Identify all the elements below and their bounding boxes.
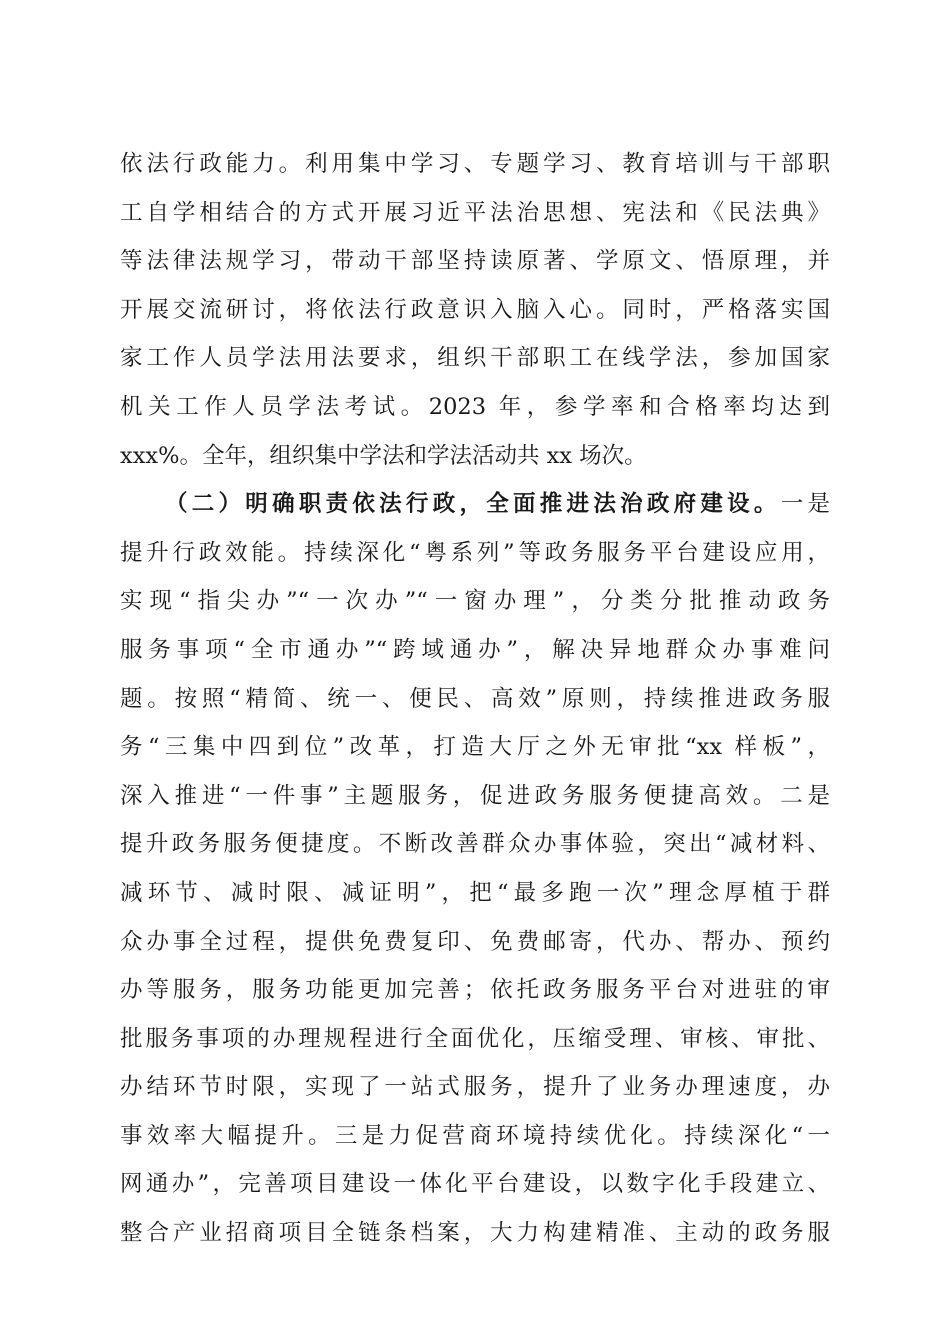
paragraph-line: 整合产业招商项目全链条档案，大力构建精准、主动的政务服 <box>120 1220 830 1247</box>
paragraph-line: xxx%。全年，组织集中学法和学法活动共 xx 场次。 <box>120 442 647 469</box>
paragraph-line: 提升行政效能。持续深化“粤系列”等政务服务平台建设应用， <box>120 539 830 566</box>
paragraph-line: 依法行政能力。利用集中学习、专题学习、教育培训与干部职 <box>120 151 830 177</box>
paragraph-line: 网通办”，完善项目建设一体化平台建设，以数字化手段建立、 <box>120 1171 830 1198</box>
document-body <box>120 140 830 1258</box>
paragraph-line: 事效率大幅提升。三是力促营商环境持续优化。持续深化“一 <box>120 1122 830 1149</box>
paragraph-line: 服务事项“全市通办”“跨域通办”，解决异地群众办事难问 <box>120 636 830 663</box>
paragraph-line: 家工作人员学法用法要求，组织干部职工在线学法，参加国家 <box>120 345 830 372</box>
paragraph-line: 实现“指尖办”“一次办”“一窗办理”，分类分批推动政务 <box>120 588 830 615</box>
paragraph-line: 办结环节时限，实现了一站式服务，提升了业务办理速度，办 <box>120 1074 830 1101</box>
paragraph-line: 提升政务服务便捷度。不断改善群众办事体验，突出“减材料、 <box>120 831 830 858</box>
paragraph-line: 等法律法规学习，带动干部坚持读原著、学原文、悟原理，并 <box>120 248 830 275</box>
paragraph-line: 众办事全过程，提供免费复印、免费邮寄，代办、帮办、预约 <box>120 928 830 955</box>
paragraph-line: 深入推进“一件事”主题服务，促进政务服务便捷高效。二是 <box>120 782 830 809</box>
paragraph-line: 工自学相结合的方式开展习近平法治思想、宪法和《民法典》 <box>120 199 830 226</box>
paragraph-line: 批服务事项的办理规程进行全面优化，压缩受理、审核、审批、 <box>120 1025 830 1052</box>
paragraph-line: 办等服务，服务功能更加完善；依托政务服务平台对进驻的审 <box>120 977 830 1004</box>
section-heading: （二）明确职责依法行政，全面推进法治政府建设。 <box>165 491 781 518</box>
paragraph-line: 题。按照“精简、统一、便民、高效”原则，持续推进政务服 <box>120 685 830 712</box>
section-heading-continuation: 一是 <box>780 491 830 518</box>
section-heading-line <box>120 480 830 529</box>
paragraph-line: 减环节、减时限、减证明”，把“最多跑一次”理念厚植于群 <box>120 879 830 906</box>
paragraph-line: 务“三集中四到位”改革，打造大厅之外无审批“xx 样板”， <box>120 734 830 761</box>
paragraph-line: 开展交流研讨，将依法行政意识入脑入心。同时，严格落实国 <box>120 296 830 323</box>
paragraph-line: 机关工作人员学法考试。2023 年，参学率和合格率均达到 <box>120 393 830 420</box>
